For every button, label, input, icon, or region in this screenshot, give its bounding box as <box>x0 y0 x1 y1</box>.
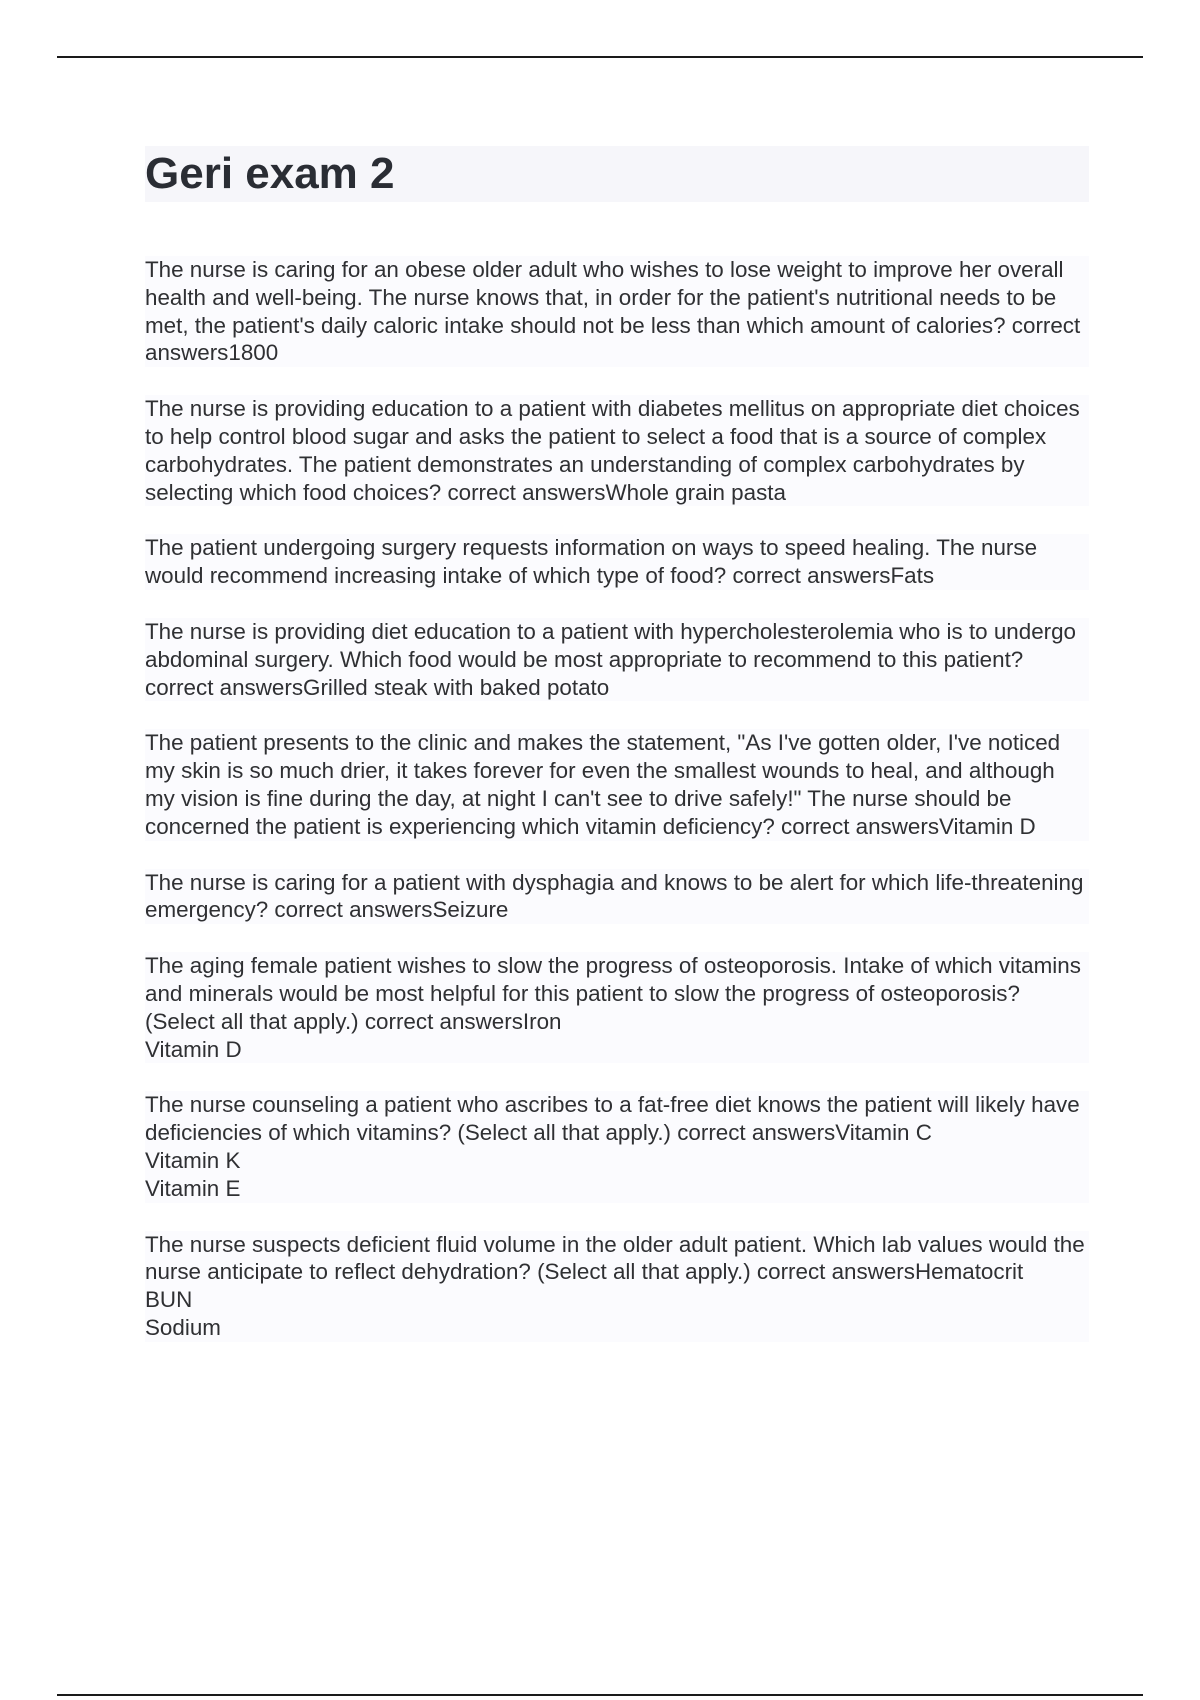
qa-item-7 <box>145 952 1089 1063</box>
question-text: The nurse is caring for an obese older adult who wishes to lose weight to improve her overall health and well-being. The nurse knows that, in order for the patient's nutritional needs to be met, the patient's daily caloric intake should not be less than which amount of calories? correct answers <box>145 257 1081 366</box>
answer-line: Sodium <box>145 1314 221 1340</box>
qa-item-5 <box>145 729 1089 840</box>
qa-item-3 <box>145 534 1089 590</box>
answer-text: Fats <box>890 563 935 589</box>
page-title: Geri exam 2 <box>145 149 395 198</box>
answer-line: Vitamin E <box>145 1175 241 1201</box>
qa-item-6 <box>145 869 1089 925</box>
qa-item-1 <box>145 256 1089 367</box>
question-text: The aging female patient wishes to slow the progress of osteoporosis. Intake of which vitamins and minerals would be most helpful for this patient to slow the progress of osteoporosis? (Select all that apply.) correct answers <box>145 953 1081 1034</box>
qa-item-9 <box>145 1231 1089 1342</box>
qa-item-8 <box>145 1091 1089 1202</box>
answer-text: Seizure <box>432 897 509 923</box>
question-text: The nurse is caring for a patient with dysphagia and knows to be alert for which life-threatening emergency? correct answers <box>145 869 1084 923</box>
answer-text: Iron <box>522 1008 562 1034</box>
answer-text: Vitamin D <box>939 813 1036 839</box>
answer-line: Vitamin K <box>145 1147 241 1173</box>
answer-text: Vitamin C <box>835 1120 932 1146</box>
question-text: The nurse counseling a patient who ascribes to a fat-free diet knows the patient will likely have deficiencies of which vitamins? (Select all that apply.) correct answers <box>145 1092 1080 1146</box>
question-text: The nurse is providing diet education to a patient with hypercholesterolemia who is to undergo abdominal surgery. Which food would be most appropriate to recommend to this patient? correct answers <box>145 618 1077 700</box>
answer-text: Grilled steak with baked potato <box>303 674 610 700</box>
answer-line: BUN <box>145 1287 193 1313</box>
question-text: The patient undergoing surgery requests information on ways to speed healing. The nurse would recommend increasing intake of which type of food? correct answers <box>145 535 1038 589</box>
answer-line: Vitamin D <box>145 1036 242 1062</box>
top-rule <box>57 56 1143 58</box>
question-text: The patient presents to the clinic and makes the statement, "As I've gotten older, I've noticed my skin is so much drier, it takes forever for even the smallest wounds to heal, and although my vision is fine during the day, at night I can't see to drive safely!" The nurse should be concerned the patient is experiencing which vitamin deficiency? correct answers <box>145 730 1061 839</box>
qa-item-4 <box>145 618 1089 701</box>
answer-text: Hematocrit <box>914 1259 1024 1285</box>
answer-text: Whole grain pasta <box>605 479 786 505</box>
bottom-rule <box>57 1694 1143 1696</box>
question-text: The nurse suspects deficient fluid volume in the older adult patient. Which lab values would the nurse anticipate to reflect dehydration? (Select all that apply.) correct answers <box>145 1231 1085 1285</box>
qa-item-2 <box>145 395 1089 506</box>
answer-text: 1800 <box>228 340 279 366</box>
question-text: The nurse is providing education to a patient with diabetes mellitus on appropriate diet choices to help control blood sugar and asks the patient to select a food that is a source of complex carbohydrates. The patient demonstrates an understanding of complex carbohydrates by selecting which food choices? correct answers <box>145 396 1080 505</box>
question-list <box>145 256 1089 1370</box>
